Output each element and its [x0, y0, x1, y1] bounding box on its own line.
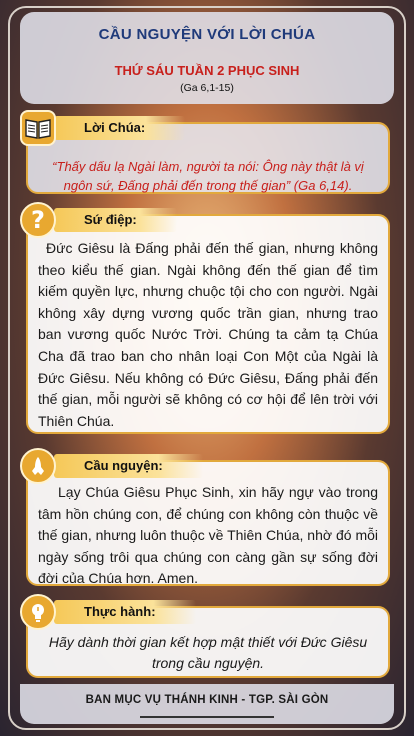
scripture-reference: (Ga 6,1-15) — [180, 82, 234, 94]
message-text: Đức Giêsu là Đấng phải đến thế gian, nhưng không theo kiểu thế gian. Ngài không đến thế gian để tìm kiếm quyền lực, nhưng chuộc tội cho con người. Ngài không xây dựng vương quốc trần gian, nhưng trao ban vương quốc Nước Trời. Chúng ta cảm tạ Chúa Cha đã trao ban cho nhân loại Con Một của Ngài là Đức Giêsu. Nếu không có Đức Giêsu, Đấng phải đến thế gian, mỗi người sẽ không có cơ hội để lên trời với Thiên Chúa. — [38, 240, 378, 429]
word-label: Lời Chúa: — [54, 116, 185, 140]
liturgical-day: THỨ SÁU TUẦN 2 PHỤC SINH — [114, 63, 300, 78]
practice-text: Hãy dành thời gian kết hợp mật thiết với Đức Giêsu trong cầu nguyện. — [48, 634, 368, 671]
message-card — [26, 206, 390, 434]
word-card — [26, 122, 390, 194]
footer-credit: BAN MỤC VỤ THÁNH KINH - TGP. SÀI GÒN — [85, 694, 329, 706]
header-panel — [20, 12, 394, 104]
message-label: Sứ điệp: — [54, 208, 177, 232]
practice-label: Thực hành: — [54, 600, 196, 624]
footer-underline — [140, 716, 274, 718]
praying-hands-icon — [20, 448, 56, 484]
word-quote: “Thấy dấu lạ Ngài làm, người ta nói: Ông này thật là vị ngôn sứ, Đấng phải đến trong thế gian” (Ga 6,14). — [52, 159, 364, 193]
prayer-text: Lạy Chúa Giêsu Phục Sinh, xin hãy ngự vào trong tâm hồn chúng con, để chúng con không còn thuộc về thế gian, nhưng luôn thuộc về Thiên Chúa, nhờ đó mỗi ngày sống trôi qua chúng con càng gần sự sống đời đời của Chúa hơn. Amen. — [38, 484, 378, 587]
book-icon — [20, 110, 56, 146]
page-title: CẦU NGUYỆN VỚI LỜI CHÚA — [98, 26, 316, 43]
lightbulb-icon — [20, 594, 56, 630]
practice-card — [26, 606, 390, 678]
question-icon: ? — [20, 202, 56, 238]
prayer-card — [26, 460, 390, 586]
prayer-label: Cầu nguyện: — [54, 454, 203, 478]
